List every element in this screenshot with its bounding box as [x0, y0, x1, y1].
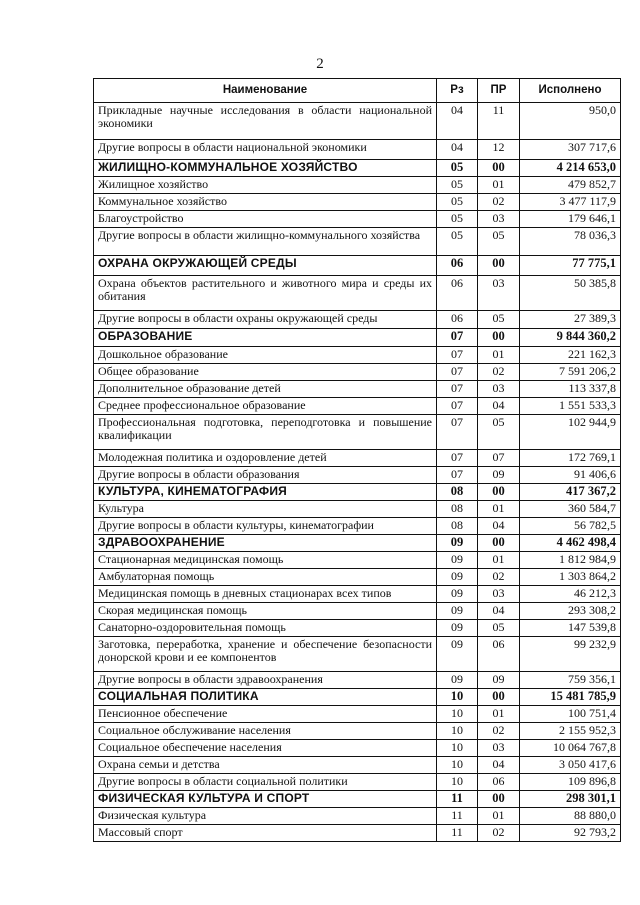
row-pr-cell: 06 — [478, 637, 520, 672]
row-pr-cell: 04 — [478, 398, 520, 415]
row-pr-cell: 05 — [478, 311, 520, 329]
row-pr-cell: 02 — [478, 194, 520, 211]
row-executed-cell: 172 769,1 — [520, 450, 621, 467]
row-name-cell: Охрана объектов растительного и животного мира и среды их обитания — [94, 276, 437, 311]
row-rz-cell: 09 — [437, 535, 478, 552]
row-pr-cell: 04 — [478, 603, 520, 620]
table-row — [94, 501, 621, 518]
row-pr-cell: 04 — [478, 757, 520, 774]
row-pr-cell: 03 — [478, 381, 520, 398]
budget-execution-table — [93, 78, 621, 842]
table-row — [94, 740, 621, 757]
table-row — [94, 825, 621, 842]
table-row — [94, 450, 621, 467]
table-row — [94, 586, 621, 603]
row-pr-cell: 03 — [478, 740, 520, 757]
row-executed-cell: 7 591 206,2 — [520, 364, 621, 381]
row-executed-cell: 3 477 117,9 — [520, 194, 621, 211]
table-row — [94, 228, 621, 256]
row-name-cell: Скорая медицинская помощь — [94, 603, 437, 620]
row-executed-cell: 27 389,3 — [520, 311, 621, 329]
table-row — [94, 774, 621, 791]
row-rz-cell: 06 — [437, 311, 478, 329]
table-row — [94, 415, 621, 450]
row-rz-cell: 07 — [437, 415, 478, 450]
row-pr-cell: 05 — [478, 228, 520, 256]
row-name-cell: Санаторно-оздоровительная помощь — [94, 620, 437, 637]
table-row — [94, 637, 621, 672]
table-row — [94, 518, 621, 535]
row-rz-cell: 10 — [437, 706, 478, 723]
row-executed-cell: 9 844 360,2 — [520, 329, 621, 347]
table-row — [94, 552, 621, 569]
row-rz-cell: 07 — [437, 450, 478, 467]
row-executed-cell: 2 155 952,3 — [520, 723, 621, 740]
row-pr-cell: 02 — [478, 364, 520, 381]
row-name-cell: Другие вопросы в области жилищно-коммунального хозяйства — [94, 228, 437, 256]
row-executed-cell: 109 896,8 — [520, 774, 621, 791]
row-executed-cell: 417 367,2 — [520, 484, 621, 501]
row-executed-cell: 4 214 653,0 — [520, 160, 621, 177]
row-executed-cell: 113 337,8 — [520, 381, 621, 398]
row-rz-cell: 09 — [437, 603, 478, 620]
row-name-cell: Другие вопросы в области охраны окружающей среды — [94, 311, 437, 329]
row-rz-cell: 10 — [437, 723, 478, 740]
row-name-cell: Другие вопросы в области здравоохранения — [94, 672, 437, 689]
table-row — [94, 276, 621, 311]
row-name-cell: Социальное обслуживание населения — [94, 723, 437, 740]
section-row — [94, 791, 621, 808]
column-header-executed: Исполнено — [520, 79, 621, 103]
row-pr-cell: 00 — [478, 535, 520, 552]
row-name-cell: СОЦИАЛЬНАЯ ПОЛИТИКА — [94, 689, 437, 706]
row-executed-cell: 4 462 498,4 — [520, 535, 621, 552]
table-row — [94, 140, 621, 160]
row-rz-cell: 04 — [437, 140, 478, 160]
row-rz-cell: 09 — [437, 672, 478, 689]
row-executed-cell: 950,0 — [520, 103, 621, 140]
table-row — [94, 194, 621, 211]
row-name-cell: Другие вопросы в области национальной экономики — [94, 140, 437, 160]
row-rz-cell: 07 — [437, 381, 478, 398]
row-executed-cell: 56 782,5 — [520, 518, 621, 535]
table-row — [94, 808, 621, 825]
table-row — [94, 364, 621, 381]
table-row — [94, 620, 621, 637]
row-name-cell: ОХРАНА ОКРУЖАЮЩЕЙ СРЕДЫ — [94, 256, 437, 276]
row-executed-cell: 15 481 785,9 — [520, 689, 621, 706]
row-rz-cell: 05 — [437, 228, 478, 256]
table-row — [94, 103, 621, 140]
row-pr-cell: 09 — [478, 672, 520, 689]
page-number: 2 — [316, 56, 324, 72]
table-header-row — [94, 79, 621, 103]
row-name-cell: Физическая культура — [94, 808, 437, 825]
row-executed-cell: 88 880,0 — [520, 808, 621, 825]
row-executed-cell: 100 751,4 — [520, 706, 621, 723]
row-rz-cell: 08 — [437, 518, 478, 535]
row-executed-cell: 479 852,7 — [520, 177, 621, 194]
row-rz-cell: 10 — [437, 689, 478, 706]
row-name-cell: Другие вопросы в области социальной политики — [94, 774, 437, 791]
table-row — [94, 398, 621, 415]
row-pr-cell: 01 — [478, 552, 520, 569]
row-rz-cell: 09 — [437, 552, 478, 569]
row-rz-cell: 08 — [437, 501, 478, 518]
row-rz-cell: 09 — [437, 620, 478, 637]
row-rz-cell: 07 — [437, 398, 478, 415]
row-rz-cell: 09 — [437, 569, 478, 586]
row-pr-cell: 00 — [478, 160, 520, 177]
row-rz-cell: 07 — [437, 467, 478, 484]
table-row — [94, 603, 621, 620]
column-header-name: Наименование — [94, 79, 437, 103]
row-name-cell: Медицинская помощь в дневных стационарах всех типов — [94, 586, 437, 603]
table-row — [94, 706, 621, 723]
row-pr-cell: 05 — [478, 415, 520, 450]
row-name-cell: Охрана семьи и детства — [94, 757, 437, 774]
row-executed-cell: 147 539,8 — [520, 620, 621, 637]
row-pr-cell: 09 — [478, 467, 520, 484]
row-executed-cell: 3 050 417,6 — [520, 757, 621, 774]
row-rz-cell: 05 — [437, 177, 478, 194]
row-pr-cell: 02 — [478, 723, 520, 740]
row-name-cell: ФИЗИЧЕСКАЯ КУЛЬТУРА И СПОРТ — [94, 791, 437, 808]
column-header-rz: Рз — [437, 79, 478, 103]
row-executed-cell: 92 793,2 — [520, 825, 621, 842]
table-row — [94, 211, 621, 228]
row-pr-cell: 00 — [478, 256, 520, 276]
row-name-cell: Молодежная политика и оздоровление детей — [94, 450, 437, 467]
row-rz-cell: 10 — [437, 740, 478, 757]
row-executed-cell: 102 944,9 — [520, 415, 621, 450]
row-executed-cell: 1 303 864,2 — [520, 569, 621, 586]
table-row — [94, 177, 621, 194]
row-name-cell: Массовый спорт — [94, 825, 437, 842]
row-pr-cell: 01 — [478, 177, 520, 194]
row-pr-cell: 02 — [478, 825, 520, 842]
table-row — [94, 347, 621, 364]
row-pr-cell: 06 — [478, 774, 520, 791]
table-row — [94, 381, 621, 398]
row-name-cell: КУЛЬТУРА, КИНЕМАТОГРАФИЯ — [94, 484, 437, 501]
row-name-cell: Дошкольное образование — [94, 347, 437, 364]
row-rz-cell: 07 — [437, 347, 478, 364]
row-name-cell: Профессиональная подготовка, переподготовка и повышение квалификации — [94, 415, 437, 450]
row-pr-cell: 01 — [478, 706, 520, 723]
row-pr-cell: 03 — [478, 276, 520, 311]
row-rz-cell: 09 — [437, 586, 478, 603]
row-name-cell: ЗДРАВООХРАНЕНИЕ — [94, 535, 437, 552]
row-rz-cell: 05 — [437, 160, 478, 177]
table-row — [94, 723, 621, 740]
row-name-cell: Другие вопросы в области образования — [94, 467, 437, 484]
row-rz-cell: 06 — [437, 276, 478, 311]
row-rz-cell: 06 — [437, 256, 478, 276]
row-executed-cell: 307 717,6 — [520, 140, 621, 160]
row-executed-cell: 91 406,6 — [520, 467, 621, 484]
row-name-cell: Другие вопросы в области культуры, кинематографии — [94, 518, 437, 535]
row-executed-cell: 99 232,9 — [520, 637, 621, 672]
row-executed-cell: 1 812 984,9 — [520, 552, 621, 569]
row-rz-cell: 10 — [437, 774, 478, 791]
table-row — [94, 569, 621, 586]
table-row — [94, 672, 621, 689]
row-name-cell: ОБРАЗОВАНИЕ — [94, 329, 437, 347]
row-executed-cell: 50 385,8 — [520, 276, 621, 311]
row-rz-cell: 07 — [437, 364, 478, 381]
row-executed-cell: 78 036,3 — [520, 228, 621, 256]
row-name-cell: Амбулаторная помощь — [94, 569, 437, 586]
row-rz-cell: 05 — [437, 211, 478, 228]
row-name-cell: Общее образование — [94, 364, 437, 381]
row-executed-cell: 46 212,3 — [520, 586, 621, 603]
row-rz-cell: 11 — [437, 791, 478, 808]
row-executed-cell: 10 064 767,8 — [520, 740, 621, 757]
row-name-cell: Социальное обеспечение населения — [94, 740, 437, 757]
row-executed-cell: 298 301,1 — [520, 791, 621, 808]
row-name-cell: Дополнительное образование детей — [94, 381, 437, 398]
row-rz-cell: 07 — [437, 329, 478, 347]
row-rz-cell: 08 — [437, 484, 478, 501]
table-body — [94, 103, 621, 842]
row-name-cell: Коммунальное хозяйство — [94, 194, 437, 211]
row-pr-cell: 01 — [478, 808, 520, 825]
row-pr-cell: 11 — [478, 103, 520, 140]
row-executed-cell: 759 356,1 — [520, 672, 621, 689]
row-name-cell: Пенсионное обеспечение — [94, 706, 437, 723]
row-pr-cell: 00 — [478, 791, 520, 808]
table-row — [94, 757, 621, 774]
row-executed-cell: 221 162,3 — [520, 347, 621, 364]
section-row — [94, 256, 621, 276]
row-pr-cell: 03 — [478, 586, 520, 603]
section-row — [94, 484, 621, 501]
row-name-cell: Стационарная медицинская помощь — [94, 552, 437, 569]
row-pr-cell: 05 — [478, 620, 520, 637]
row-pr-cell: 12 — [478, 140, 520, 160]
row-executed-cell: 293 308,2 — [520, 603, 621, 620]
row-executed-cell: 77 775,1 — [520, 256, 621, 276]
column-header-pr: ПР — [478, 79, 520, 103]
row-name-cell: Благоустройство — [94, 211, 437, 228]
row-rz-cell: 11 — [437, 808, 478, 825]
row-name-cell: Прикладные научные исследования в области национальной экономики — [94, 103, 437, 140]
table-row — [94, 467, 621, 484]
row-pr-cell: 07 — [478, 450, 520, 467]
row-pr-cell: 02 — [478, 569, 520, 586]
row-rz-cell: 09 — [437, 637, 478, 672]
row-pr-cell: 00 — [478, 689, 520, 706]
row-name-cell: Заготовка, переработка, хранение и обеспечение безопасности донорской крови и ее компонентов — [94, 637, 437, 672]
section-row — [94, 160, 621, 177]
row-pr-cell: 01 — [478, 501, 520, 518]
row-name-cell: ЖИЛИЩНО-КОММУНАЛЬНОЕ ХОЗЯЙСТВО — [94, 160, 437, 177]
row-pr-cell: 03 — [478, 211, 520, 228]
table-row — [94, 311, 621, 329]
row-rz-cell: 04 — [437, 103, 478, 140]
row-rz-cell: 05 — [437, 194, 478, 211]
row-rz-cell: 10 — [437, 757, 478, 774]
row-name-cell: Среднее профессиональное образование — [94, 398, 437, 415]
row-executed-cell: 179 646,1 — [520, 211, 621, 228]
row-executed-cell: 360 584,7 — [520, 501, 621, 518]
row-name-cell: Культура — [94, 501, 437, 518]
section-row — [94, 535, 621, 552]
row-pr-cell: 00 — [478, 484, 520, 501]
row-name-cell: Жилищное хозяйство — [94, 177, 437, 194]
section-row — [94, 689, 621, 706]
row-pr-cell: 00 — [478, 329, 520, 347]
section-row — [94, 329, 621, 347]
row-pr-cell: 04 — [478, 518, 520, 535]
row-pr-cell: 01 — [478, 347, 520, 364]
row-executed-cell: 1 551 533,3 — [520, 398, 621, 415]
row-rz-cell: 11 — [437, 825, 478, 842]
